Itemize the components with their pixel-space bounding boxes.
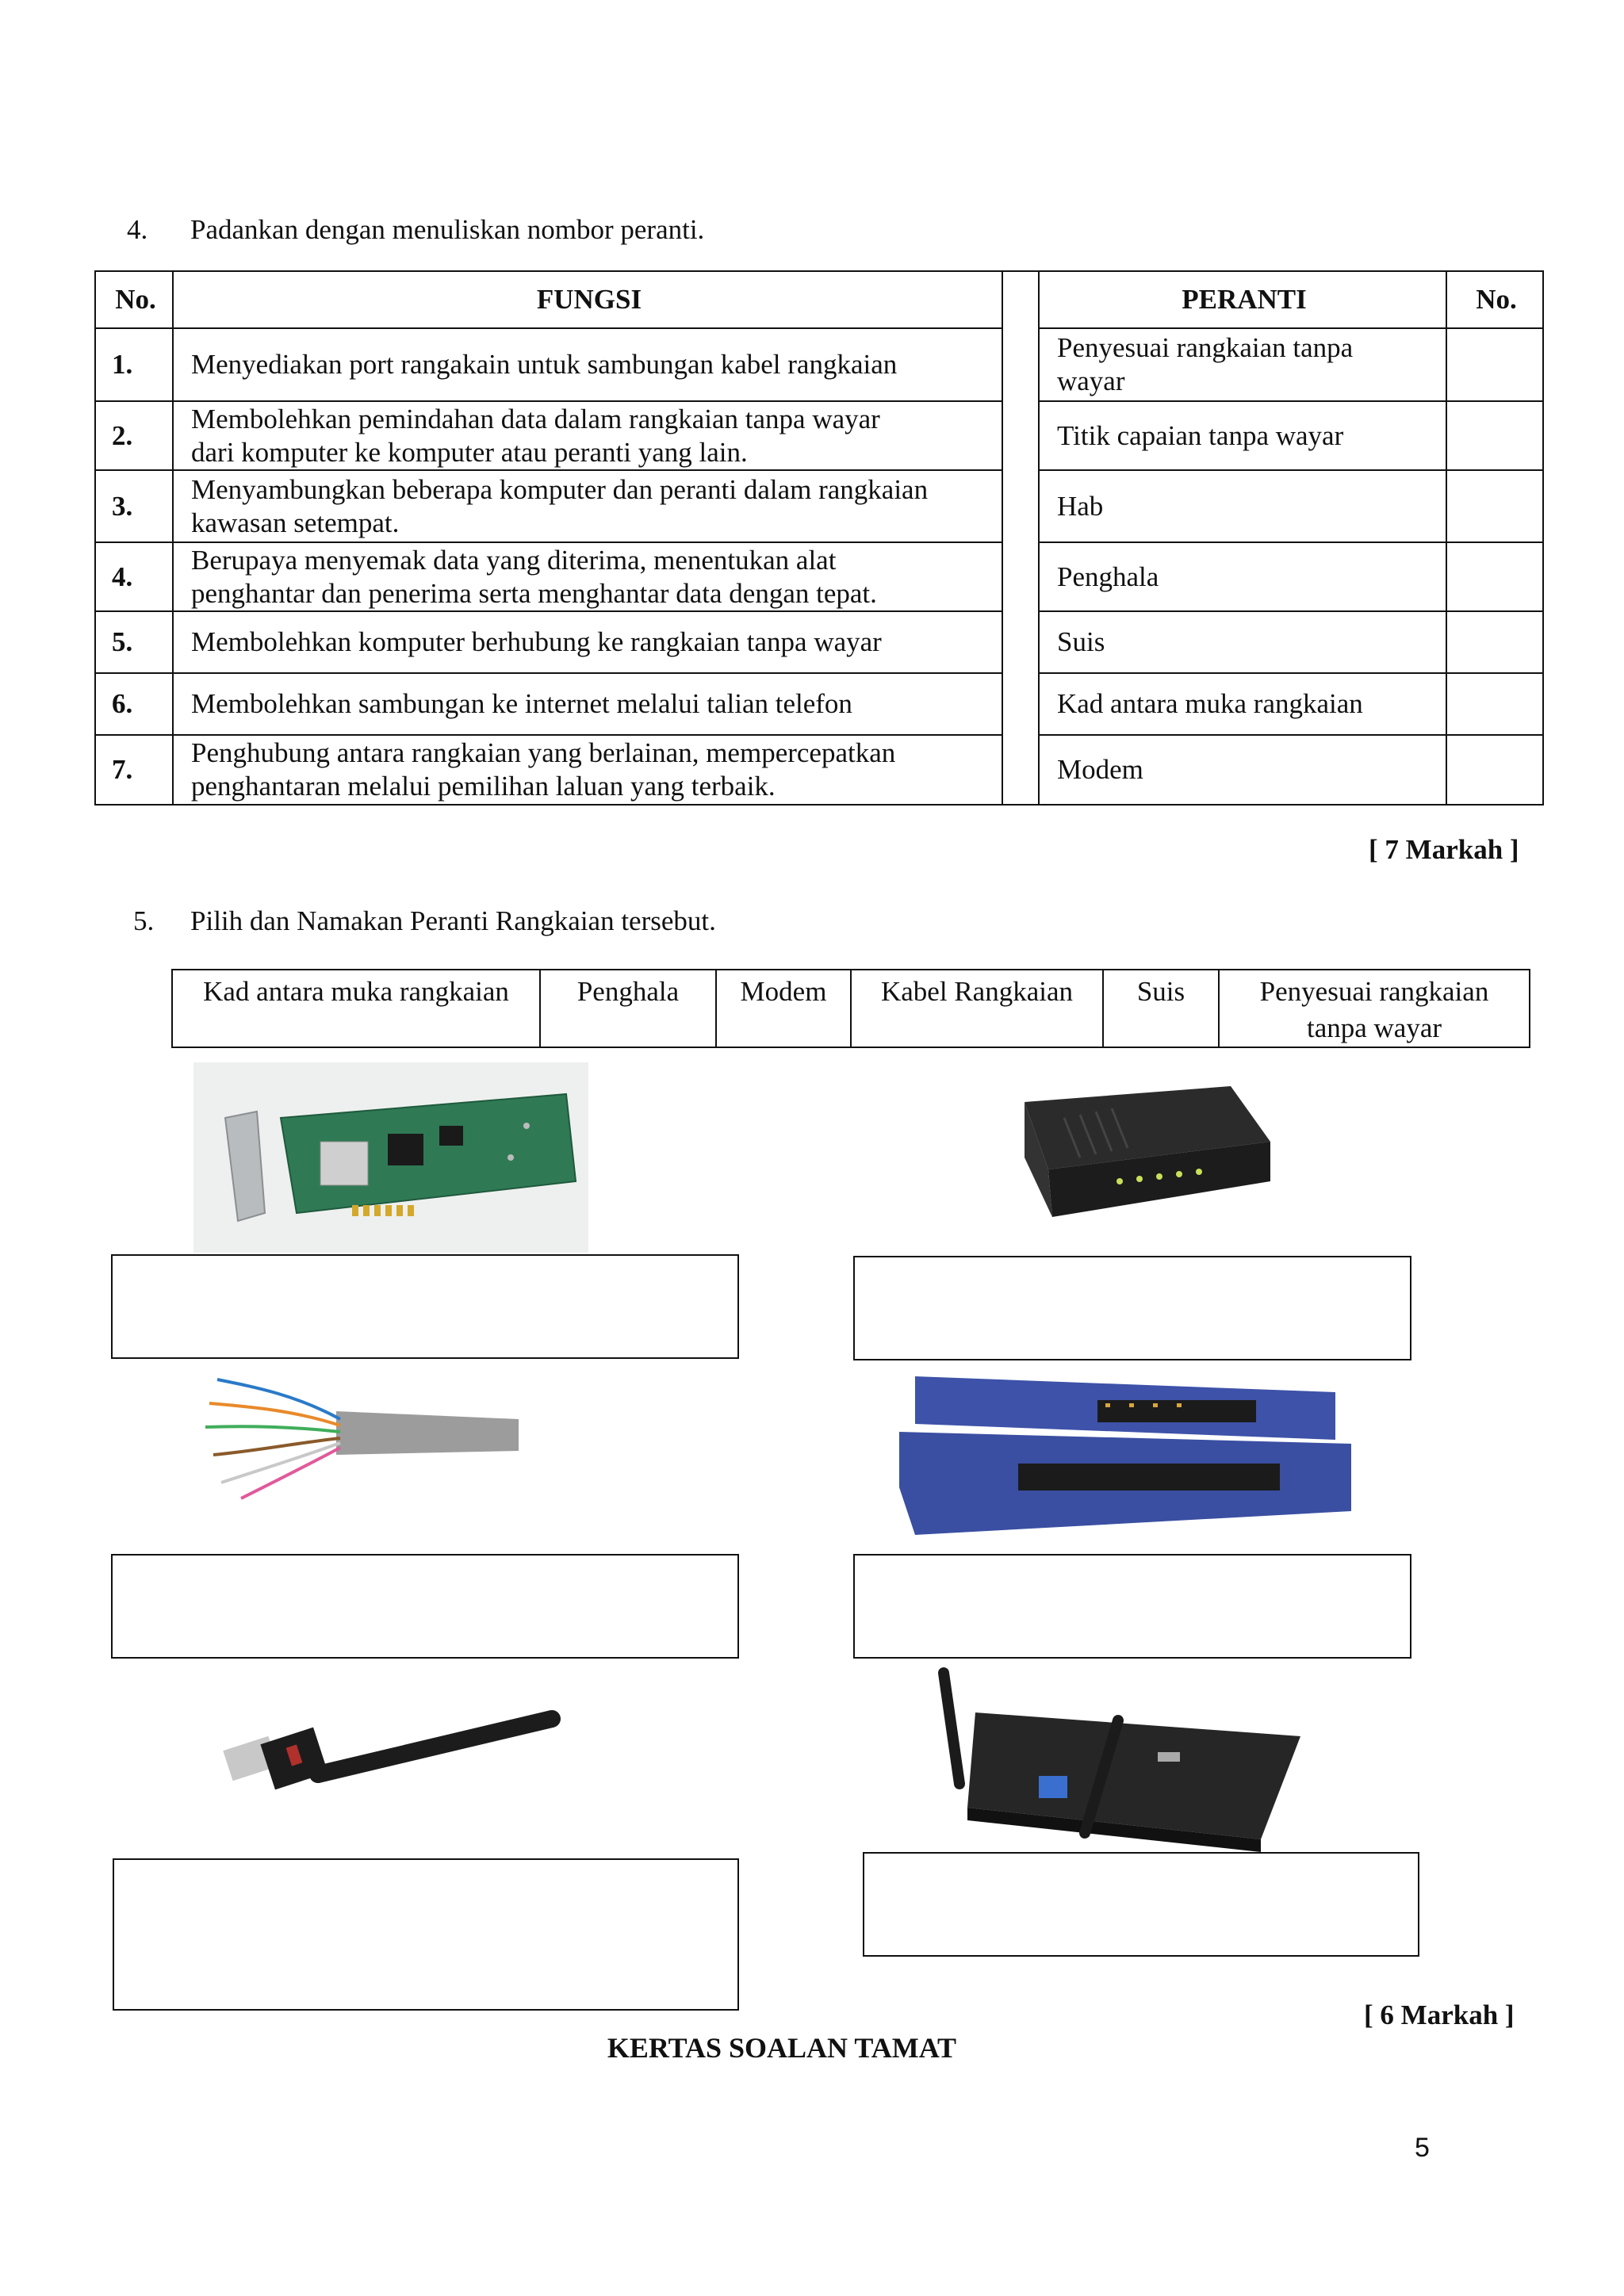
peranti-cell: Penyesuai rangkaian tanpa wayar — [1039, 328, 1446, 401]
table-row — [95, 735, 1543, 805]
table-row — [95, 542, 1543, 611]
option-penyesuai-tanpa-wayar: Penyesuai rangkaian tanpa wayar — [1219, 970, 1530, 1047]
table-gap — [1002, 271, 1039, 328]
table-header-row — [95, 271, 1543, 328]
switch-image — [891, 1368, 1354, 1541]
option-kad-antara-muka: Kad antara muka rangkaian — [172, 970, 540, 1047]
usb-wifi-adapter-image — [203, 1671, 576, 1857]
answer-no-cell[interactable] — [1446, 611, 1543, 673]
table-row — [95, 401, 1543, 470]
answer-no-cell[interactable] — [1446, 470, 1543, 542]
header-fungsi: FUNGSI — [173, 271, 1002, 328]
answer-no-cell[interactable] — [1446, 401, 1543, 470]
header-no-right: No. — [1446, 271, 1543, 328]
answer-no-cell[interactable] — [1446, 542, 1543, 611]
peranti-cell: Hab — [1039, 470, 1446, 542]
network-cable-image — [193, 1364, 527, 1506]
fungsi-cell: Membolehkan pemindahan data dalam rangkaian tanpa wayar dari komputer ke komputer atau peranti yang lain. — [173, 401, 1002, 470]
row-number: 5. — [95, 611, 173, 673]
answer-no-cell[interactable] — [1446, 673, 1543, 735]
row-number: 7. — [95, 735, 173, 805]
question-5-marks: [ 6 Markah ] — [1364, 1999, 1515, 2030]
matching-table — [94, 270, 1544, 806]
fungsi-cell: Menyediakan port rangakain untuk sambungan kabel rangkaian — [173, 328, 1002, 401]
row-number: 2. — [95, 401, 173, 470]
router-image — [920, 1665, 1308, 1855]
peranti-cell: Modem — [1039, 735, 1446, 805]
question-5-instruction: Pilih dan Namakan Peranti Rangkaian tersebut. — [190, 905, 716, 936]
peranti-cell: Kad antara muka rangkaian — [1039, 673, 1446, 735]
peranti-cell: Suis — [1039, 611, 1446, 673]
question-5-number: 5. — [133, 905, 155, 936]
page-number: 5 — [1415, 2133, 1430, 2163]
peranti-cell: Penghala — [1039, 542, 1446, 611]
row-number: 4. — [95, 542, 173, 611]
network-card-image — [193, 1062, 588, 1253]
modem-image — [977, 1062, 1278, 1249]
peranti-cell: Titik capaian tanpa wayar — [1039, 401, 1446, 470]
end-of-paper-title: KERTAS SOALAN TAMAT — [607, 2032, 957, 2064]
option-modem: Modem — [716, 970, 851, 1047]
option-kabel-rangkaian: Kabel Rangkaian — [851, 970, 1103, 1047]
options-table — [171, 969, 1530, 1048]
answer-no-cell[interactable] — [1446, 735, 1543, 805]
answer-box-5[interactable] — [113, 1858, 739, 2011]
fungsi-cell: Penghubung antara rangkaian yang berlainan, mempercepatkan penghantaran melalui pemilihan laluan yang terbaik. — [173, 735, 1002, 805]
header-peranti: PERANTI — [1039, 271, 1446, 328]
table-row — [95, 611, 1543, 673]
header-no-left: No. — [95, 271, 173, 328]
answer-box-6[interactable] — [863, 1852, 1419, 1957]
fungsi-cell: Berupaya menyemak data yang diterima, menentukan alat penghantar dan penerima serta menghantar data dengan tepat. — [173, 542, 1002, 611]
fungsi-cell: Menyambungkan beberapa komputer dan peranti dalam rangkaian kawasan setempat. — [173, 470, 1002, 542]
option-penghala: Penghala — [540, 970, 716, 1047]
question-4-marks: [ 7 Markah ] — [1369, 834, 1519, 865]
row-number: 3. — [95, 470, 173, 542]
row-number: 1. — [95, 328, 173, 401]
fungsi-cell: Membolehkan sambungan ke internet melalui talian telefon — [173, 673, 1002, 735]
option-suis: Suis — [1103, 970, 1219, 1047]
table-row — [95, 470, 1543, 542]
row-number: 6. — [95, 673, 173, 735]
answer-no-cell[interactable] — [1446, 328, 1543, 401]
question-4-number: 4. — [127, 214, 148, 245]
answer-box-2[interactable] — [853, 1256, 1411, 1360]
answer-box-3[interactable] — [111, 1554, 739, 1659]
table-row — [95, 328, 1543, 401]
answer-box-1[interactable] — [111, 1254, 739, 1359]
answer-box-4[interactable] — [853, 1554, 1411, 1659]
fungsi-cell: Membolehkan komputer berhubung ke rangkaian tanpa wayar — [173, 611, 1002, 673]
question-4-instruction: Padankan dengan menuliskan nombor peranti. — [190, 214, 705, 245]
table-row — [95, 673, 1543, 735]
